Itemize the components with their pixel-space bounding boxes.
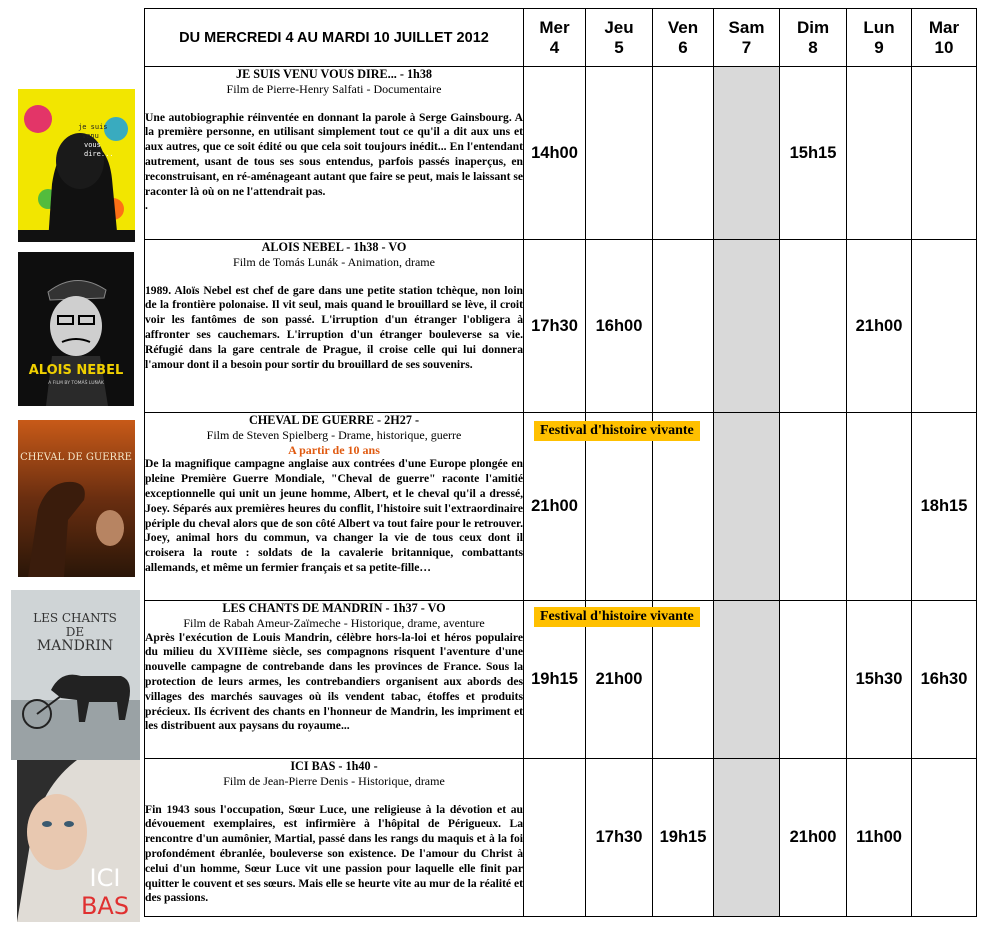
poster-ici-bas-art	[17, 760, 140, 922]
day-header-mer: Mer 4	[524, 9, 586, 67]
showtime	[912, 67, 977, 240]
film-credits: Film de Jean-Pierre Denis - Historique, drame	[223, 773, 445, 788]
poster-cheval-de-guerre	[18, 420, 135, 577]
showtime	[653, 67, 714, 240]
showtime: 21h00	[586, 601, 653, 759]
showtime: 11h00	[847, 759, 912, 917]
svg-text:dire...: dire...	[84, 150, 114, 158]
showtime	[714, 240, 780, 413]
showtime	[714, 413, 780, 601]
day-header-mar: Mar 10	[912, 9, 977, 67]
film-title: JE SUIS VENU VOUS DIRE... - 1h38	[235, 67, 433, 81]
film-synopsis: Une autobiographie réinventée en donnant la parole à Serge Gainsbourg. A la première personne, en utilisant simplement tout ce qu'il a dit aux uns et aux autres, que ce soit édité ou que cela soit toujours inédit... En l'entendant autrement, usant de tous ses sous entendus, parfois passés inaperçus, en reconstruisant, en ré-aménageant autant que faire se peut, mais le laissant se raconter là où on ne l'attendrait pas.	[145, 110, 523, 198]
film-credits: Film de Rabah Ameur-Zaïmeche - Historique, drame, aventure	[183, 615, 485, 630]
film-credits: Film de Tomás Lunák - Animation, drame	[233, 254, 435, 269]
svg-text:MANDRIN: MANDRIN	[36, 638, 114, 654]
week-title: DU MERCREDI 4 AU MARDI 10 JUILLET 2012	[145, 9, 524, 67]
svg-text:CHEVAL DE GUERRE: CHEVAL DE GUERRE	[20, 452, 132, 463]
header-row	[145, 9, 977, 67]
showtime	[524, 759, 586, 917]
poster-chants-de-mandrin-art	[11, 590, 140, 760]
film-credits: Film de Steven Spielberg - Drame, historique, guerre	[206, 427, 462, 442]
showtime	[714, 67, 780, 240]
showtime	[653, 240, 714, 413]
film-info	[145, 67, 524, 240]
film-info	[145, 240, 524, 413]
poster-alois-nebel	[18, 252, 134, 406]
film-info	[145, 413, 524, 601]
showtime	[912, 240, 977, 413]
poster-chants-de-mandrin	[11, 590, 140, 760]
showtime: 14h00	[524, 67, 586, 240]
showtime	[653, 413, 714, 601]
showtime	[524, 413, 694, 601]
showtime	[714, 759, 780, 917]
showtime	[653, 601, 714, 759]
film-row	[145, 601, 977, 759]
day-header-jeu: Jeu 5	[586, 9, 653, 67]
film-row	[145, 67, 977, 240]
film-synopsis: 1989. Aloïs Nebel est chef de gare dans une petite station tchèque, non loin de la frontière polonaise. Il vit seul, mais quand le brouillard se lève, il croit voir les fantômes de son passé. L'irruption d'un étranger l'obligera à affronter ses cauchemars. L'irruption d'un étranger bouleverse sa vie. Réfugié dans la gare centrale de Prague, il croise celle qui lui donnera l'amour dont il a besoin pour sortir du brouillard de ses souvenirs.	[145, 283, 523, 371]
showtime: 16h30	[912, 601, 977, 759]
film-synopsis: Fin 1943 sous l'occupation, Sœur Luce, une religieuse à la dévotion et au dévouement exemplaires, est infirmière à l'hôpital de Périgueux. La rencontre d'un aumônier, Martial, passé dans les rangs du maquis et à la foi profondément ébranlée, bouleverse son existence. De l'amour du Christ à celui d'un homme, Sœur Luce vit une passion pour laquelle elle finit par quitter le couvent et ses sœurs. Mais elle se heurte vite au mur de la réalité et des passions.	[145, 802, 523, 905]
showtime: 18h15	[912, 413, 977, 601]
svg-text:venu: venu	[82, 132, 99, 140]
svg-text:ALOIS NEBEL: ALOIS NEBEL	[28, 363, 124, 378]
day-header-lun: Lun 9	[847, 9, 912, 67]
svg-text:A FILM BY TOMÁŠ LUŇÁK: A FILM BY TOMÁŠ LUŇÁK	[48, 381, 104, 386]
showtime: 17h30	[586, 759, 653, 917]
showtime	[780, 601, 847, 759]
film-row	[145, 240, 977, 413]
film-title: LES CHANTS DE MANDRIN - 1h37 - VO	[222, 601, 446, 615]
day-header-dim: Dim 8	[780, 9, 847, 67]
svg-text:je suis: je suis	[78, 123, 108, 131]
poster-ici-bas	[17, 760, 140, 922]
film-row	[145, 759, 977, 917]
poster-je-suis-venu-art	[18, 89, 135, 242]
film-info	[145, 759, 524, 917]
poster-alois-nebel-art	[18, 252, 134, 406]
film-row	[145, 413, 977, 601]
showtime	[780, 413, 847, 601]
film-synopsis: Après l'exécution de Louis Mandrin, célèbre hors-la-loi et héros populaire du milieu du XVIIIème siècle, ses compagnons risquent l'aventure d'une nouvelle campagne de contrebande dans les provinces de France. Sous la protection de leurs armes, les contrebandiers organisent aux abords des villages des marchés sauvages où ils vendent tabac, étoffes et produits précieux. Ils écrivent des chants en l'honneur de Mandrin, les impriment et les distribuent aux paysans du royaume...	[145, 630, 523, 733]
age-rating-note: A partir de 10 ans	[288, 442, 380, 457]
film-synopsis-trailing: .	[145, 199, 148, 213]
svg-text:DE: DE	[65, 625, 85, 639]
festival-banner: Festival d'histoire vivante	[534, 421, 700, 441]
showtime: 16h00	[586, 240, 653, 413]
showtime: 15h30	[847, 601, 912, 759]
showtime	[912, 759, 977, 917]
day-header-ven: Ven 6	[653, 9, 714, 67]
showtime: 17h30	[524, 240, 586, 413]
svg-text:LES CHANTS: LES CHANTS	[33, 611, 117, 625]
showtime-value: 19h15	[531, 670, 578, 688]
svg-text:vous: vous	[84, 141, 101, 149]
svg-text:BAS: BAS	[80, 892, 130, 920]
showtime	[586, 413, 653, 601]
schedule-table	[144, 8, 977, 917]
svg-text:ICI: ICI	[89, 864, 121, 892]
day-header-sam: Sam 7	[714, 9, 780, 67]
film-title: CHEVAL DE GUERRE - 2H27 -	[248, 413, 420, 427]
poster-cheval-de-guerre-art	[18, 420, 135, 577]
film-info	[145, 601, 524, 759]
poster-je-suis-venu	[18, 89, 135, 242]
showtime	[847, 67, 912, 240]
showtime: 21h00	[780, 759, 847, 917]
showtime: 21h00	[847, 240, 912, 413]
showtime	[586, 67, 653, 240]
film-synopsis: De la magnifique campagne anglaise aux contrées d'une Europe plongée en pleine Première Guerre Mondiale, "Cheval de guerre" raconte l'amitié exceptionnelle qui unit un jeune homme, Albert, et le cheval qu'il a dressé, Joey. Séparés aux premières heures du conflit, l'histoire suit l'extraordinaire périple du cheval alors que de son côté Albert va tout faire pour le retrouver. Joey, animal hors du commun, va changer la vie de tous ceux dont il croisera la route : soldats de la cavalerie britannique, combattants allemands, et même un fermier français et sa petite-fille…	[145, 457, 523, 574]
festival-banner: Festival d'histoire vivante	[534, 607, 700, 627]
showtime-value: 21h00	[531, 497, 578, 515]
showtime	[714, 601, 780, 759]
showtime: 19h15	[653, 759, 714, 917]
film-credits: Film de Pierre-Henry Salfati - Documentaire	[226, 81, 442, 96]
film-title: ALOIS NEBEL - 1h38 - VO	[261, 240, 407, 254]
showtime: 15h15	[780, 67, 847, 240]
film-title: ICI BAS - 1h40 -	[290, 759, 378, 773]
showtime	[780, 240, 847, 413]
showtime	[847, 413, 912, 601]
